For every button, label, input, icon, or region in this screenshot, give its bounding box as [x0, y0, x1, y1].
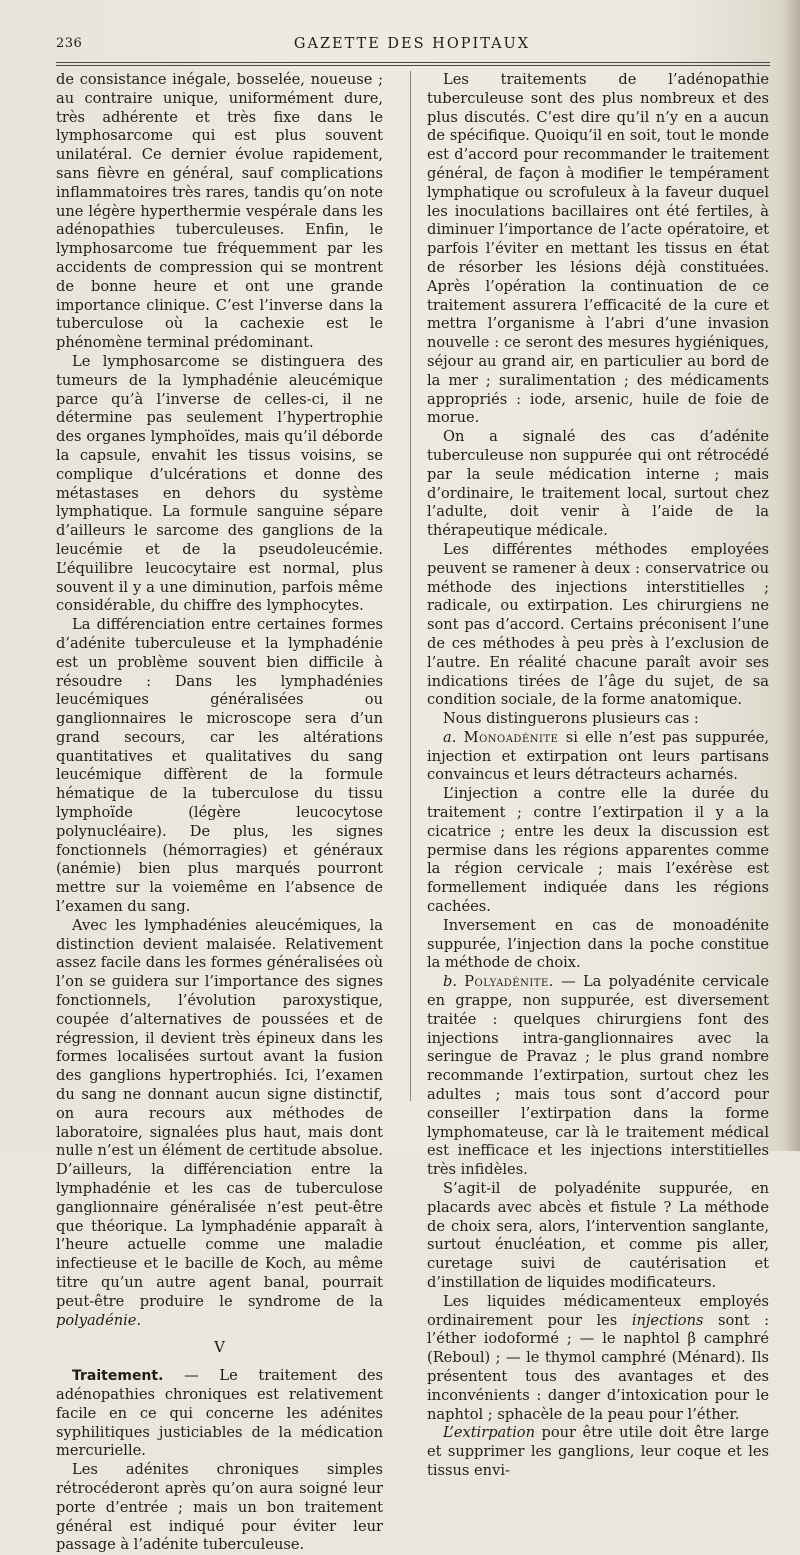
paragraph: On a signalé des cas d’adénite tuberculeuse non suppurée qui ont rétrocédé par la seule médication interne ; mais d’ordinaire, le traitement local, surtout chez l’adulte, doit venir à l’aide de la thérapeutique médicale.: [427, 428, 769, 540]
header-rule-double: [56, 65, 770, 66]
subheading: Polyadénite.: [464, 973, 554, 991]
paragraph: Inversement en cas de monoadénite suppurée, l’injection dans la poche constitue la méthode de choix.: [427, 916, 769, 972]
page-header: [56, 36, 768, 60]
paragraph: [427, 1424, 769, 1480]
paragraph: S’agit-il de polyadénite suppurée, en placards avec abcès et fistule ? La méthode de choix sera, alors, l’intervention sanglante, surtout énucléation, et comme pis aller, curetage suivi de cautérisation et d’instillation de liquides modificateurs.: [427, 1180, 769, 1291]
italic-term: L’extirpation: [443, 1424, 535, 1442]
section-numeral: V: [214, 1338, 225, 1357]
running-title: GAZETTE DES HOPITAUX: [293, 36, 531, 52]
subheading: Monoadénite: [463, 728, 559, 746]
paragraph: [56, 917, 383, 1331]
paragraph: Les adénites chroniques simples rétrocéderont après qu’on aura soigné leur porte d’entrée ; mais un bon traitement général est indiqué pour éviter leur passage à l’adénite tuberculeuse.: [56, 1461, 383, 1554]
right-column: [427, 71, 769, 1481]
left-column: [56, 71, 383, 1555]
paragraph-text: — La polyadénite cervicale en grappe, non suppurée, est diversement traitée : quelques chirurgiens font des injections intra-ganglionnaires avec la seringue de Pravaz ; le plus grand nombre recommande l’extirpation, surtout chez les adultes ; mais tous sont d’accord pour conseiller l’extirpation dans la forme lymphomateuse, car là le traitement médical est inefficace et les injections interstitielles très infidèles.: [427, 973, 769, 1179]
paragraph: [56, 1367, 383, 1461]
page-number: 236: [56, 36, 83, 51]
paragraph: Nous distinguerons plusieurs cas :: [443, 710, 699, 728]
header-rule: [56, 62, 770, 63]
paragraph: [427, 729, 769, 785]
paragraph: [427, 1293, 769, 1425]
paragraph-text: Avec les lymphadénies aleucémiques, la distinction devient malaisée. Relativement assez facile dans les formes généralisées où l’on se guidera sur l’importance des signes fonctionnels, l’évolution paroxystique, coupée d’alternatives de poussées et de régression, il devient très épineux dans les formes localisées surtout avant la fusion des ganglions hypertrophiés. Ici, l’examen du sang ne donnant aucun signe distinctif, on aura recours aux méthodes de laboratoire, signalées plus haut, mais dont nulle n’est un élément de certitude absolue. D’ailleurs, la différenciation entre la lymphadénie et les cas de tuberculose ganglionnaire généralisée n’est peut-être que théorique. La lymphadénie apparaît à l’heure actuelle comme une maladie infectieuse et le bacille de Koch, au même titre qu’un autre agent banal, pourrait peut-être produire le syndrome de la: [56, 916, 383, 1310]
italic-term: polyadénie: [56, 1311, 137, 1329]
section-heading: Traitement.: [72, 1368, 164, 1385]
paragraph: [427, 973, 769, 1180]
page-edge-shadow: [786, 0, 800, 1151]
italic-term: injections: [631, 1311, 704, 1329]
column-divider: [410, 71, 411, 1101]
paragraph-text: pour être utile doit être large et supprimer les ganglions, leur coque et les tissus envi-: [427, 1424, 769, 1479]
paragraph: Les traitements de l’adénopathie tuberculeuse sont des plus nombreux et des plus discutés. C’est dire qu’il n’y en a aucun de spécifique. Quoiqu’il en soit, tout le monde est d’accord pour recommander le traitement général, de façon à modifier le tempérament lymphatique ou scrofuleux à la faveur duquel les inoculations bacillaires ont été fertiles, à diminuer l’importance de l’acte opératoire, et parfois l’éviter en mettant les tissus en état de résorber les lésions déjà constituées. Après l’opération la continuation de ce traitement assurera l’efficacité de la cure et mettra l’organisme à l’abri d’une invasion nouvelle : ce seront des mesures hygiéniques, séjour au grand air, en particulier au bord de la mer ; suralimentation ; des médicaments appropriés : iode, arsenic, huile de foie de morue.: [427, 71, 769, 427]
paragraph: L’injection a contre elle la durée du traitement ; contre l’extirpation il y a la cicatrice ; entre les deux la discussion est permise dans les régions apparentes comme la région cervicale ; mais l’exérèse est formellement indiquée dans les régions cachées.: [427, 785, 769, 916]
paragraph: de consistance inégale, bosselée, noueuse ; au contraire unique, uniformément dure, très adhérente et très fixe dans le lymphosarcome qui est plus souvent unilatéral. Ce dernier évolue rapidement, sans fièvre en général, sauf complications inflammatoires très rares, tandis qu’on note une légère hyperthermie vespérale dans les adénopathies tuberculeuses. Enfin, le lymphosarcome tue fréquemment par les accidents de compression qui se montrent de bonne heure et ont une grande importance clinique. C’est l’inverse dans la tuberculose où la cachexie est le phénomène terminal prédominant.: [56, 71, 383, 352]
paragraph: Les différentes méthodes employées peuvent se ramener à deux : conservatrice ou méthode des injections interstitielles ; radicale, ou extirpation. Les chirurgiens ne sont pas d’accord. Certains préconisent l’une de ces méthodes à peu près à l’exclusion de l’autre. En réalité chacune paraît avoir ses indications tirées de l’âge du sujet, de sa condition sociale, de la forme anatomique.: [427, 540, 769, 709]
paragraph-text: .: [136, 1311, 142, 1329]
paragraph-text: — Le traitement des adénopathies chroniques est relativement facile en ce qui concerne les adénites syphilitiques justiciables de la médication mercurielle.: [56, 1367, 383, 1460]
paragraph: Le lymphosarcome se distinguera des tumeurs de la lymphadénie aleucémique parce qu’à l’inverse de celles-ci, il ne détermine pas seulement l’hypertrophie des organes lymphoïdes, mais qu’il déborde la capsule, envahit les tissus voisins, se complique d’ulcérations et donne des métastases en dehors du système lymphatique. La formule sanguine sépare d’ailleurs le sarcome des ganglions de la leucémie et de la pseudoleucémie. L’équilibre leucocytaire est normal, plus souvent il y a une diminution, parfois même considérable, du chiffre des lymphocytes.: [56, 352, 383, 615]
list-label: b.: [443, 973, 465, 991]
list-label: a.: [443, 728, 464, 746]
paragraph: La différenciation entre certaines formes d’adénite tuberculeuse et la lymphadénie est un problème souvent bien difficile à résoudre : Dans les lymphadénies leucémiques généralisées ou ganglionnaires le microscope sera d’un grand secours, car les altérations quantitatives et qualitatives du sang leucémique diffèrent de la formule hématique de la tuberculose du tissu lymphoïde (légère leucocytose polynucléaire). De plus, les signes fonctionnels (hémorragies) et généraux (anémie) bien plus marqués pourront mettre sur la voiemême en l’absence de l’examen du sang.: [56, 616, 383, 916]
paragraph-text: sont : l’éther iodoformé ; — le naphtol β camphré (Reboul) ; — le thymol camphré (Ménard). Ils présentent tous des avantages et des inconvénients : danger d’intoxication pour le naphtol ; sphacèle de la peau pour l’éther.: [427, 1311, 770, 1423]
paragraph-text: Les liquides médicamenteux employés ordinairement pour les: [427, 1292, 769, 1329]
paragraph-text: si elle n’est pas suppurée, injection et extirpation ont leurs partisans convaincus et leurs détracteurs acharnés.: [427, 728, 769, 784]
